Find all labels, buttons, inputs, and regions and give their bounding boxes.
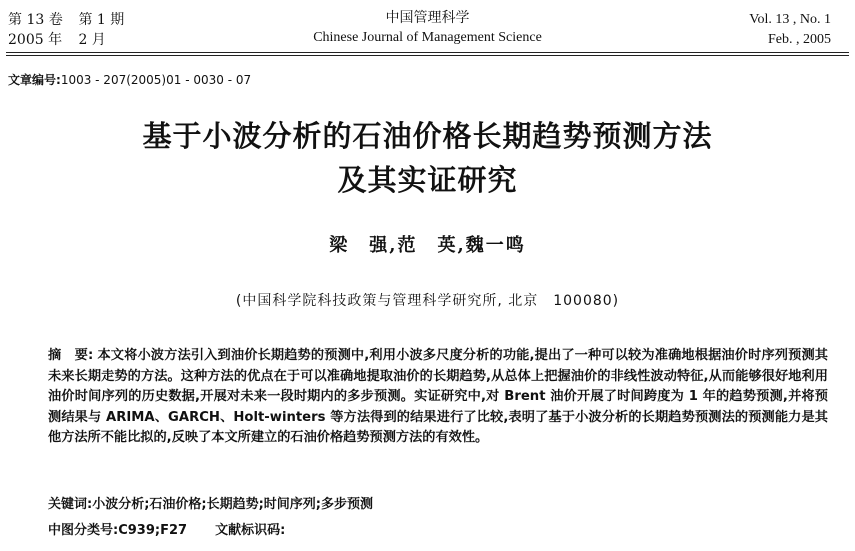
- keywords-text: 小波分析;石油价格;长期趋势;时间序列;多步预测: [92, 497, 373, 512]
- abstract-text: 本文将小波方法引入到油价长期趋势的预测中,利用小波多尺度分析的功能,提出了一种可以较为准确地根据油价时序列预测其未来长期走势的方法。这种方法的优点在于可以准确地提取油价的长期趋势,从总体上把握油价的非线性波动特征,从而能够很好地利用油价时间序列的历史数据,开展对未来一段时期内的多步预测。实证研究中,对 Brent 油价开展了时间跨度为 1 年的趋势预测,并将预测结果与 ARIMA、GARCH、Holt-winters 等方法得到的结果进行了比较,表明了基于小波分析的长期趋势预测法的预测能力是其他方法所不能比拟的,反映了本文所建立的石油价格趋势预测方法的有效性。: [48, 348, 828, 445]
- header-rule-bottom: [6, 55, 849, 56]
- journal-name-cn: 中国管理科学: [385, 10, 470, 26]
- title-line-2: 及其实证研究: [337, 163, 518, 197]
- month-cn: 2 月: [78, 32, 106, 48]
- journal-header: [0, 0, 855, 50]
- keywords-label: 关键词:: [48, 497, 93, 512]
- title-line-1: 基于小波分析的石油价格长期趋势预测方法: [142, 119, 713, 153]
- journal-name: [0, 8, 855, 48]
- authors: 梁 强,范 英,魏一鸣: [329, 235, 526, 256]
- abstract-label: 摘 要:: [48, 348, 94, 363]
- article-number-value: 1003 - 207(2005)01 - 0030 - 07: [60, 73, 252, 87]
- year-cn: 2005 年: [8, 32, 63, 48]
- article-number: [8, 71, 251, 88]
- document-code-label: 文献标识码:: [215, 523, 286, 538]
- article-number-label: 文章编号:: [8, 73, 61, 87]
- abstract: [48, 346, 828, 449]
- classification-label: 中图分类号:: [48, 523, 119, 538]
- classification: [48, 519, 285, 538]
- affiliation: (中国科学院科技政策与管理科学研究所, 北京 100080): [235, 293, 620, 309]
- issue-info-en: [749, 10, 831, 50]
- keywords: [48, 493, 373, 512]
- classification-value: C939;F27: [118, 523, 188, 538]
- header-rule-top: [6, 52, 849, 53]
- volume-cn: 第 13 卷: [8, 12, 63, 28]
- journal-name-en: Chinese Journal of Management Science: [313, 30, 542, 45]
- paper-title: [0, 114, 855, 202]
- volume-en: Vol. 13 , No. 1: [749, 12, 831, 27]
- date-en: Feb. , 2005: [768, 32, 831, 47]
- issue-cn: 第 1 期: [78, 12, 125, 28]
